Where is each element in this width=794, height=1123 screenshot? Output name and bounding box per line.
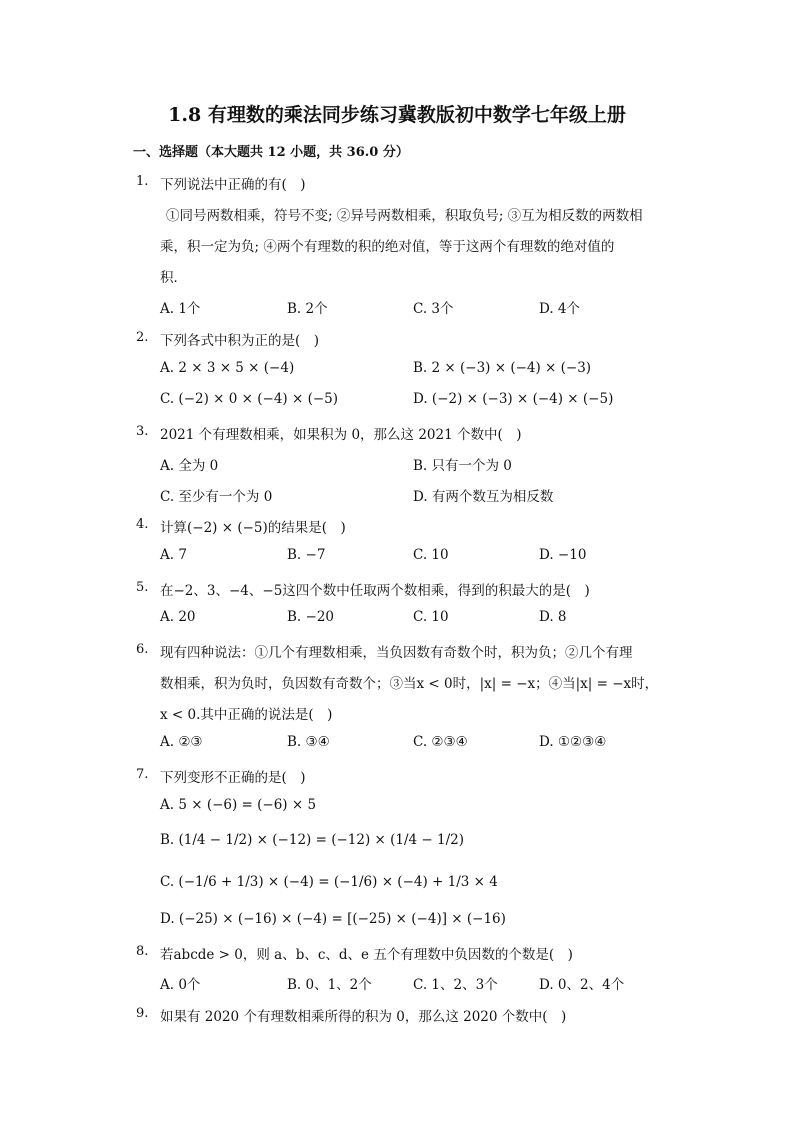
option-a: A. 20	[160, 609, 196, 625]
option-b: B. ③④	[287, 734, 330, 750]
question-stem: 如果有 2020 个有理数相乘所得的积为 0，那么这 2020 个数中( )	[160, 1009, 567, 1025]
question-number: 2.	[136, 330, 149, 345]
option-a: A. 7	[160, 547, 187, 563]
option-a: A. ②③	[160, 734, 203, 750]
option-b: B. 2个	[287, 301, 328, 317]
option-b: B. 2 × (−3) × (−4) × (−3)	[413, 360, 592, 376]
option-b: B. −20	[287, 609, 334, 625]
option-c: C. 3个	[413, 301, 454, 317]
option-b: B. 0、1、2个	[287, 977, 372, 993]
option-a: A. 全为 0	[160, 458, 219, 474]
option-c: C. (−1/6 + 1/3) × (−4) = (−1/6) × (−4) + 1/3 × 4	[160, 874, 498, 890]
option-d: D. 有两个数互为相反数	[413, 489, 554, 505]
page-title: 1.8 有理数的乘法同步练习冀教版初中数学七年级上册	[168, 104, 626, 126]
question-number: 5.	[136, 580, 149, 595]
question-stem: 下列说法中正确的有( )	[160, 177, 306, 193]
question-number: 6.	[136, 642, 149, 657]
option-a: A. 5 × (−6) = (−6) × 5	[160, 797, 317, 813]
question-number: 3.	[136, 424, 149, 439]
option-b: B. (1/4 − 1/2) × (−12) = (−12) × (1/4 − 1/2)	[160, 832, 464, 848]
question-stem: 下列各式中积为正的是( )	[160, 333, 320, 349]
question-number: 8.	[136, 944, 149, 959]
option-a: A. 0个	[160, 977, 201, 993]
option-c: C. (−2) × 0 × (−4) × (−5)	[160, 391, 339, 407]
question-number: 9.	[136, 1006, 149, 1021]
question-stem: 在−2、3、−4、−5这四个数中任取两个数相乘，得到的积最大的是( )	[160, 583, 590, 599]
option-d: D. 4个	[539, 301, 581, 317]
option-d: D. −10	[539, 547, 587, 563]
option-d: D. (−25) × (−16) × (−4) = [(−25) × (−4)] × (−16)	[160, 911, 506, 927]
question-text: 数相乘，积为负时，负因数有奇数个；③当x < 0时，|x| = −x；④当|x| = −x时，	[160, 676, 659, 692]
question-text: ①同号两数相乘，符号不变; ②异号两数相乘，积取负号; ③互为相反数的两数相	[166, 208, 643, 224]
option-d: D. 8	[539, 609, 567, 625]
option-b: B. −7	[287, 547, 326, 563]
option-d: D. ①②③④	[539, 734, 607, 750]
question-number: 7.	[136, 767, 149, 782]
option-c: C. 1、2、3个	[413, 977, 498, 993]
question-stem: 2021 个有理数相乘，如果积为 0，那么这 2021 个数中( )	[160, 427, 522, 443]
question-stem: 现有四种说法：①几个有理数相乘，当负因数有奇数个时，积为负；②几个有理	[160, 645, 633, 661]
option-a: A. 1个	[160, 301, 201, 317]
question-number: 1.	[136, 174, 149, 189]
option-c: C. 10	[413, 547, 449, 563]
option-c: C. 至少有一个为 0	[160, 489, 273, 505]
option-b: B. 只有一个为 0	[413, 458, 512, 474]
question-text: 积．	[160, 270, 187, 286]
option-c: C. ②③④	[413, 734, 468, 750]
question-text: x < 0.其中正确的说法是( )	[160, 707, 333, 723]
option-c: C. 10	[413, 609, 449, 625]
question-stem: 计算(−2) × (−5)的结果是( )	[160, 520, 346, 536]
option-d: D. (−2) × (−3) × (−4) × (−5)	[413, 391, 614, 407]
question-text: 乘，积一定为负; ④两个有理数的积的绝对值，等于这两个有理数的绝对值的	[160, 239, 615, 255]
question-stem: 若abcde > 0，则 a、b、c、d、e 五个有理数中负因数的个数是( )	[160, 947, 573, 963]
question-number: 4.	[136, 517, 149, 532]
option-a: A. 2 × 3 × 5 × (−4)	[160, 360, 295, 376]
option-d: D. 0、2、4个	[539, 977, 625, 993]
section-heading: 一、选择题（本大题共 12 小题，共 36.0 分）	[133, 145, 409, 160]
question-stem: 下列变形不正确的是( )	[160, 770, 306, 786]
